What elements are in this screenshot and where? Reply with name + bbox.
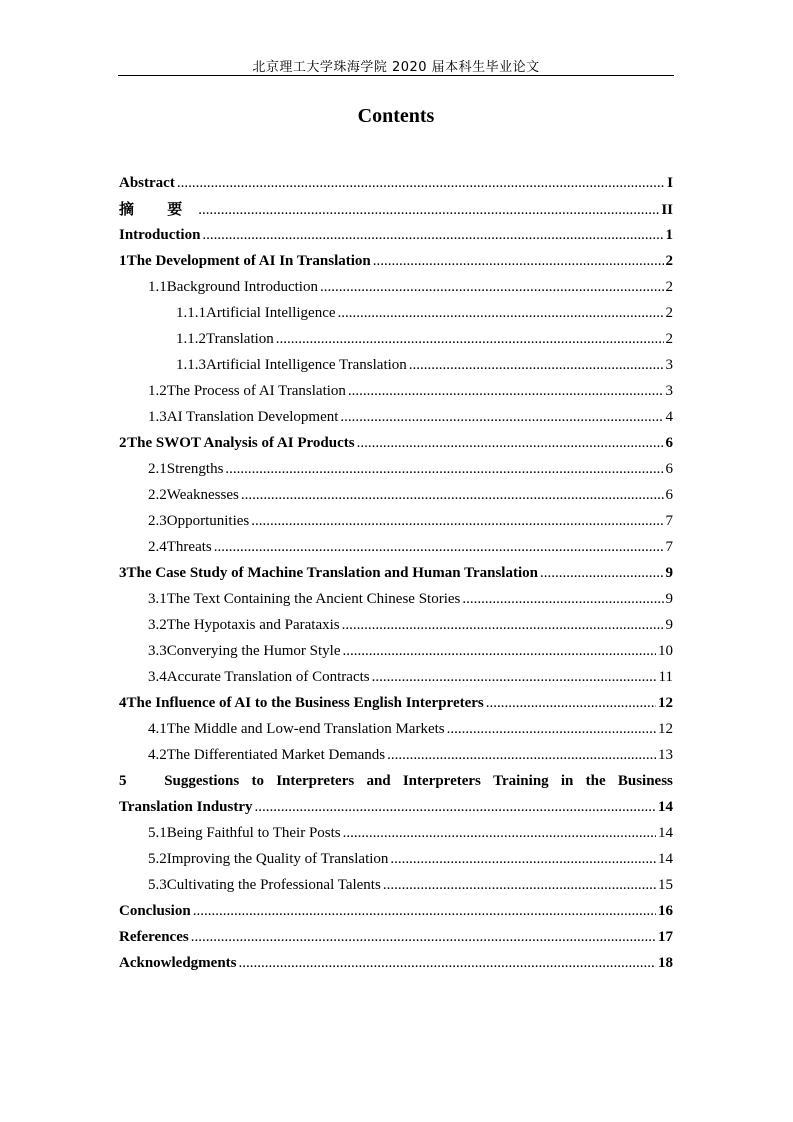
toc-entry-label: Acknowledgments <box>119 955 237 971</box>
toc-entry-page: 3 <box>665 357 673 373</box>
toc-dot-leader <box>225 456 663 482</box>
toc-entry-word: Training <box>493 773 549 789</box>
toc-dot-leader <box>239 950 656 976</box>
toc-entry-label: The Hypotaxis and Parataxis <box>166 617 340 633</box>
toc-entry[interactable] <box>119 196 673 222</box>
toc-entry-label: The Influence of AI to the Business English Interpreters <box>126 695 484 711</box>
toc-entry-page: 12 <box>658 721 673 737</box>
toc-entry-page: 3 <box>665 383 673 399</box>
toc-entry-label: Strengths <box>166 461 224 477</box>
running-header: 北京理工大学珠海学院 2020 届本科生毕业论文 <box>252 60 540 75</box>
toc-entry[interactable] <box>119 898 673 924</box>
toc-entry[interactable] <box>119 612 673 638</box>
toc-entry-number: 2.4 <box>148 539 167 555</box>
toc-entry-word: Interpreters <box>276 773 355 789</box>
toc-entry-number: 1.3 <box>148 409 167 425</box>
toc-entry[interactable] <box>119 482 673 508</box>
toc-entry-page: 18 <box>658 955 673 971</box>
toc-entry[interactable] <box>119 638 673 664</box>
toc-entry-line1[interactable] <box>119 768 673 794</box>
toc-entry[interactable] <box>119 716 673 742</box>
toc-entry-page: 2 <box>665 279 673 295</box>
toc-entry[interactable] <box>119 170 673 196</box>
table-of-contents <box>119 170 673 976</box>
toc-dot-leader <box>447 716 656 742</box>
toc-entry-word: to <box>251 773 264 789</box>
toc-entry-page: I <box>667 175 673 191</box>
toc-entry-number: 5.1 <box>148 825 167 841</box>
toc-dot-leader <box>276 326 664 352</box>
toc-entry-label: The Case Study of Machine Translation and Human Translation <box>126 565 538 581</box>
toc-entry-page: 6 <box>665 461 673 477</box>
toc-entry-label: Conclusion <box>119 903 191 919</box>
toc-entry[interactable] <box>119 326 673 352</box>
toc-dot-leader <box>486 690 656 716</box>
toc-entry-label: Background Introduction <box>166 279 318 295</box>
toc-entry-number: 3 <box>119 565 127 581</box>
toc-entry[interactable] <box>119 950 673 976</box>
toc-entry-label: Abstract <box>119 175 175 191</box>
toc-dot-leader <box>214 534 664 560</box>
toc-dot-leader <box>387 742 656 768</box>
toc-entry-label: Artificial Intelligence Translation <box>206 357 407 373</box>
toc-entry-number: 1.1 <box>148 279 167 295</box>
toc-entry[interactable] <box>119 456 673 482</box>
toc-entry-label: Weaknesses <box>166 487 239 503</box>
toc-entry-label: Translation <box>206 331 274 347</box>
toc-entry[interactable] <box>119 664 673 690</box>
toc-entry-number: 1 <box>119 253 127 269</box>
toc-entry[interactable] <box>119 222 673 248</box>
toc-entry-label: The Development of AI In Translation <box>126 253 371 269</box>
toc-dot-leader <box>191 924 656 950</box>
toc-entry[interactable] <box>119 352 673 378</box>
toc-dot-leader <box>255 794 656 820</box>
toc-dot-leader <box>202 222 663 248</box>
toc-entry-number: 1.2 <box>148 383 167 399</box>
toc-entry-page: 17 <box>658 929 673 945</box>
toc-entry-label: The Process of AI Translation <box>166 383 346 399</box>
toc-entry-number: 4.2 <box>148 747 167 763</box>
toc-dot-leader <box>343 820 656 846</box>
toc-entry-number: 2 <box>119 435 127 451</box>
toc-entry-number: 3.1 <box>148 591 167 607</box>
page-title: Contents <box>357 105 435 127</box>
toc-entry-word: in <box>560 773 574 789</box>
toc-dot-leader <box>241 482 664 508</box>
toc-entry[interactable] <box>119 534 673 560</box>
toc-dot-leader <box>342 612 664 638</box>
toc-entry[interactable] <box>119 404 673 430</box>
toc-entry-number: 2.3 <box>148 513 167 529</box>
toc-entry-page: 2 <box>665 331 673 347</box>
toc-dot-leader <box>320 274 664 300</box>
toc-entry-label: The Text Containing the Ancient Chinese Stories <box>166 591 461 607</box>
toc-entry-page: 12 <box>658 695 673 711</box>
toc-entry-label: Improving the Quality of Translation <box>166 851 389 867</box>
toc-entry[interactable] <box>119 820 673 846</box>
toc-entry-number: 3.3 <box>148 643 167 659</box>
toc-dot-leader <box>462 586 663 612</box>
toc-entry-label: Being Faithful to Their Posts <box>166 825 341 841</box>
toc-entry-label: References <box>119 929 189 945</box>
toc-entry-page: 9 <box>665 591 673 607</box>
toc-entry[interactable] <box>119 560 673 586</box>
toc-entry-number: 5.3 <box>148 877 167 893</box>
toc-entry-label: Cultivating the Professional Talents <box>166 877 381 893</box>
toc-entry-page: 1 <box>665 227 673 243</box>
toc-entry-label: Converying the Humor Style <box>166 643 341 659</box>
toc-dot-leader <box>348 378 664 404</box>
toc-entry-word: the <box>585 773 606 789</box>
toc-dot-leader <box>193 898 656 924</box>
toc-dot-leader <box>390 846 656 872</box>
toc-entry-page: 14 <box>658 799 673 815</box>
toc-entry-number: 4.1 <box>148 721 167 737</box>
toc-entry-page: 6 <box>665 487 673 503</box>
toc-entry-label: AI Translation Development <box>166 409 339 425</box>
toc-entry[interactable] <box>119 846 673 872</box>
toc-entry[interactable] <box>119 300 673 326</box>
toc-dot-leader <box>338 300 664 326</box>
toc-entry[interactable] <box>119 274 673 300</box>
toc-dot-leader <box>373 248 664 274</box>
toc-entry-word: and <box>366 773 391 789</box>
toc-entry-label: Opportunities <box>166 513 250 529</box>
header-divider <box>118 75 674 76</box>
toc-dot-leader <box>251 508 663 534</box>
toc-entry-page: 2 <box>665 253 673 269</box>
toc-dot-leader <box>198 197 659 223</box>
toc-entry-label: The SWOT Analysis of AI Products <box>127 435 355 451</box>
toc-entry-label: Translation Industry <box>119 799 253 815</box>
toc-entry-number: 5 <box>119 773 127 789</box>
toc-dot-leader <box>372 664 657 690</box>
toc-entry-page: 9 <box>665 565 673 581</box>
toc-dot-leader <box>409 352 664 378</box>
toc-entry[interactable] <box>119 378 673 404</box>
toc-entry-page: 14 <box>658 825 673 841</box>
toc-entry-page: 15 <box>658 877 673 893</box>
toc-entry-label: The Differentiated Market Demands <box>166 747 386 763</box>
toc-entry-page: 4 <box>665 409 673 425</box>
toc-entry-label: Accurate Translation of Contracts <box>166 669 370 685</box>
toc-entry-page: 7 <box>665 539 673 555</box>
toc-entry[interactable] <box>119 872 673 898</box>
toc-dot-leader <box>357 430 664 456</box>
toc-entry-page: 14 <box>658 851 673 867</box>
toc-entry-number: 2.2 <box>148 487 167 503</box>
toc-entry-page: 9 <box>665 617 673 633</box>
toc-entry-line2[interactable] <box>119 794 673 820</box>
toc-entry[interactable] <box>119 508 673 534</box>
toc-entry[interactable] <box>119 742 673 768</box>
toc-entry-number: 1.1.3 <box>176 357 206 373</box>
toc-entry-number: 3.2 <box>148 617 167 633</box>
toc-entry-page: 2 <box>665 305 673 321</box>
toc-entry-number: 1.1.2 <box>176 331 206 347</box>
toc-entry-number: 1.1.1 <box>176 305 206 321</box>
toc-entry-label: The Middle and Low-end Translation Markets <box>166 721 445 737</box>
toc-dot-leader <box>342 638 656 664</box>
toc-entry[interactable] <box>119 924 673 950</box>
toc-entry[interactable] <box>119 430 673 456</box>
toc-entry[interactable] <box>119 248 673 274</box>
toc-entry-page: II <box>661 202 673 218</box>
toc-entry[interactable] <box>119 586 673 612</box>
toc-entry-page: 10 <box>658 643 673 659</box>
toc-entry-label: Threats <box>166 539 212 555</box>
toc-entry-label: Introduction <box>119 227 201 243</box>
toc-entry[interactable] <box>119 690 673 716</box>
toc-dot-leader <box>383 872 656 898</box>
toc-entry-word: Interpreters <box>402 773 481 789</box>
toc-entry-number: 2.1 <box>148 461 167 477</box>
toc-entry-number: 4 <box>119 695 127 711</box>
toc-entry-page: 6 <box>665 435 673 451</box>
toc-dot-leader <box>177 170 665 196</box>
toc-entry-word: Suggestions <box>164 773 240 789</box>
toc-entry-word: Business <box>617 773 673 789</box>
toc-entry-number: 5.2 <box>148 851 167 867</box>
toc-entry-page: 11 <box>658 669 673 685</box>
toc-entry-label: 摘 要 <box>119 200 197 218</box>
toc-entry-page: 16 <box>658 903 673 919</box>
toc-entry-number: 3.4 <box>148 669 167 685</box>
toc-entry-page: 7 <box>665 513 673 529</box>
toc-dot-leader <box>340 404 663 430</box>
toc-entry-label: Artificial Intelligence <box>206 305 336 321</box>
toc-dot-leader <box>540 560 664 586</box>
toc-entry-page: 13 <box>658 747 673 763</box>
